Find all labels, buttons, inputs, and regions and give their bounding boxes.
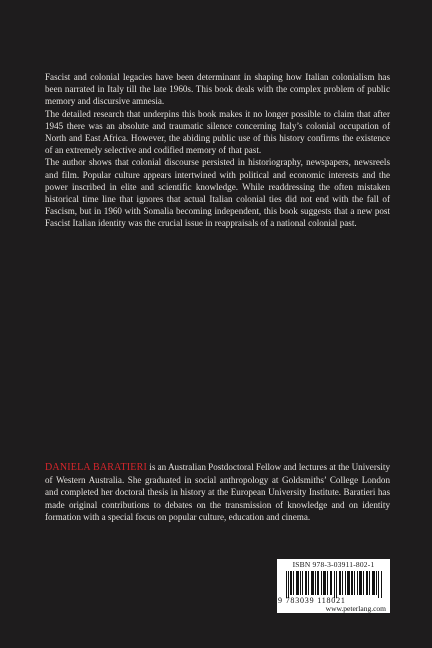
blurb-paragraph-3: The author shows that colonial discourse persisted in historiography, newspapers, newsreels and film. Popular culture appears intertwined with political and economic interests and the power inscribed in elite and scientific knowledge. While readdressing the often mistaken historical time line that ignores that actual Italian colonial ties did not end with the fall of Fascism, but in 1960 with Somalia becoming independent, this book suggests that a new post Fascist Italian identity was the crucial issue in reappraisals of a national colonial past. (45, 157, 390, 229)
barcode-digits: 9 783039 118021 (278, 596, 346, 605)
isbn-barcode-block (277, 559, 390, 613)
author-name: DANIELA BARATIERI (45, 462, 148, 473)
isbn-label: ISBN 978-3-03911-802-1 (292, 560, 375, 569)
blurb-paragraph-2: The detailed research that underpins this book makes it no longer possible to claim that after 1945 there was an absolute and traumatic silence concerning Italy’s colonial occupation of North and East Africa. However, the abiding public use of this history confirms the existence of an extremely selective and codified memory of that past. (45, 108, 390, 156)
blurb-paragraph-1: Fascist and colonial legacies have been determinant in shaping how Italian colonialism has been narrated in Italy till the late 1960s. This book deals with the complex problem of public memory and discursive amnesia. (45, 72, 390, 107)
back-cover-blurb (45, 71, 390, 230)
publisher-website: www.peterlang.com (325, 604, 386, 613)
barcode-icon (286, 571, 384, 598)
author-bio-text: is an Australian Postdoctoral Fellow and lectures at the University of Western Australia. She graduated in social anthropology at Goldsmiths’ College London and completed her doctoral thesis in history at the European University Institute. Baratieri has made original contributions to debates on the transmission of knowledge and on identity formation with a special focus on popular culture, education and cinema. (45, 462, 390, 522)
author-bio (45, 461, 390, 523)
